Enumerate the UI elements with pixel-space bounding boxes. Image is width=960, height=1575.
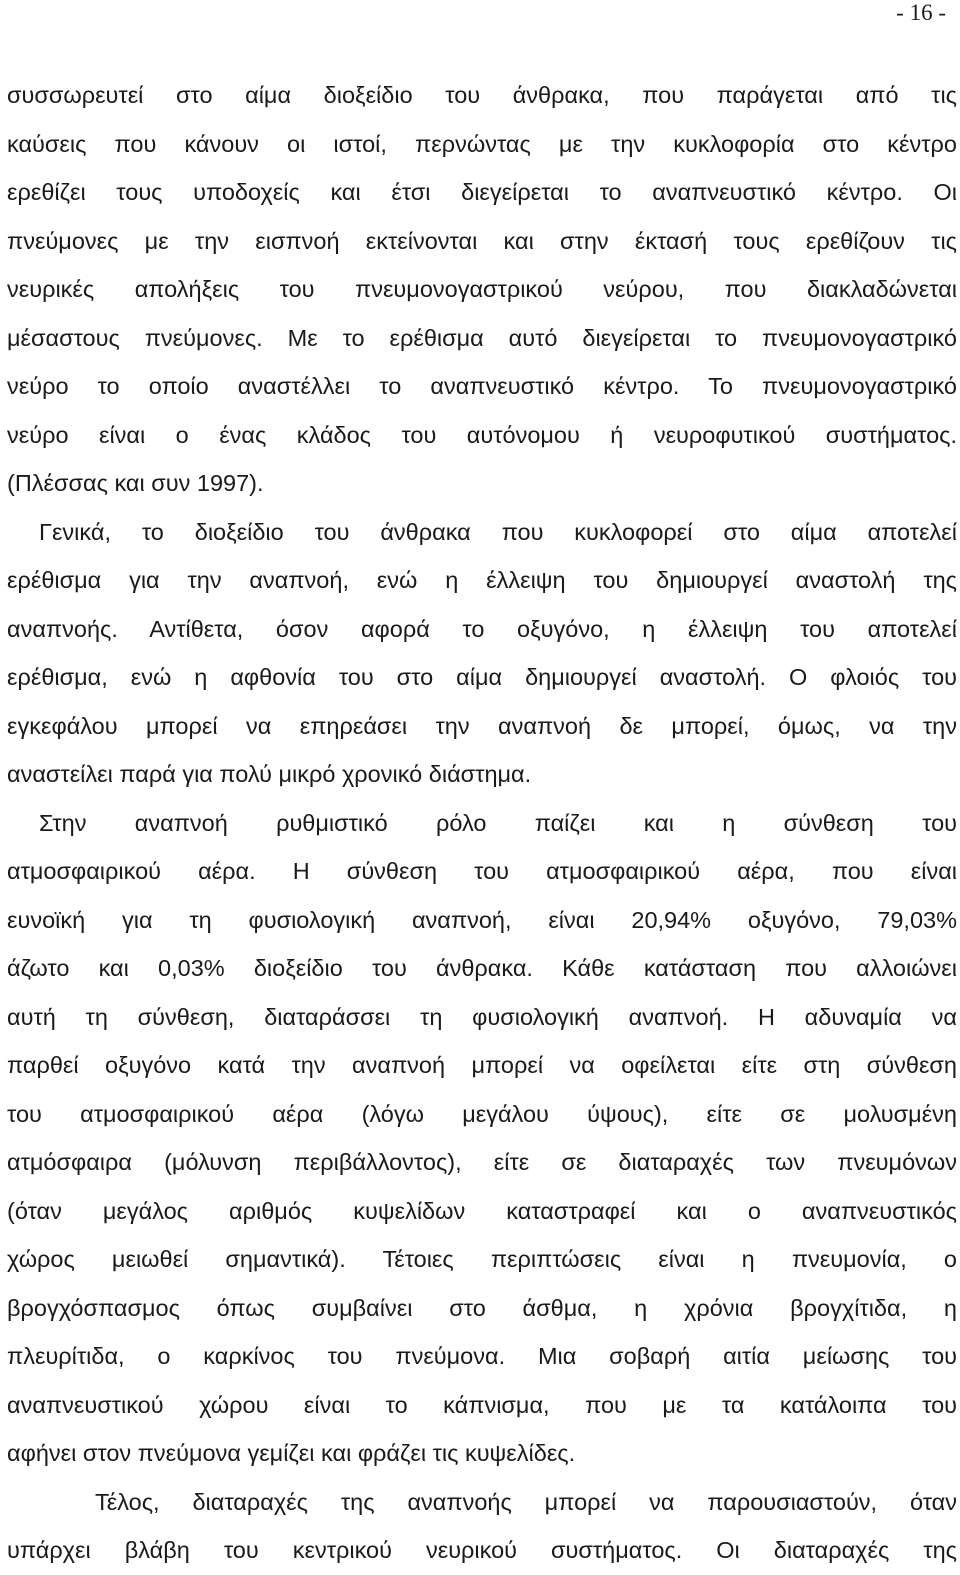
text-line: Στην αναπνοή ρυθμιστικό ρόλο παίζει και η σύνθεση του xyxy=(39,809,957,836)
text-line: βρογχόσπασμος όπως συμβαίνει στο άσθμα, η χρόνια βρογχίτιδα, η xyxy=(7,1294,957,1321)
text-line: αφήνει στον πνεύμονα γεμίζει και φράζει τις κυψελίδες. xyxy=(7,1440,576,1466)
text-line: Τέλος, διαταραχές της αναπνοής μπορεί να παρουσιαστούν, όταν xyxy=(95,1488,957,1515)
text-line: νευρικές απολήξεις του πνευμονογαστρικού νεύρου, που διακλαδώνεται xyxy=(7,276,957,302)
text-line: νεύρο το οποίο αναστέλλει το αναπνευστικό κέντρο. Το πνευμονογαστρικό xyxy=(7,373,957,399)
text-line: άζωτο και 0,03% διοξείδιο του άνθρακα. Κάθε κατάσταση που αλλοιώνει xyxy=(7,955,957,981)
text-line: νεύρο είναι ο ένας κλάδος του αυτόνομου ή νευροφυτικού συστήματος. xyxy=(7,421,957,448)
text-line: Γενικά, το διοξείδιο του άνθρακα που κυκλοφορεί στο αίμα αποτελεί xyxy=(39,518,957,545)
text-line: παρθεί οξυγόνο κατά την αναπνοή μπορεί να οφείλεται είτε στη σύνθεση xyxy=(7,1052,957,1078)
text-line: ατμοσφαιρικού αέρα. Η σύνθεση του ατμοσφαιρικού αέρα, που είναι xyxy=(7,858,957,884)
page-number: - 16 - xyxy=(896,0,946,25)
text-line: καύσεις που κάνουν οι ιστοί, περνώντας με την κυκλοφορία στο κέντρο xyxy=(7,130,957,157)
body-text xyxy=(7,71,957,1575)
text-line: (Πλέσσας και συν 1997). xyxy=(7,470,264,496)
text-line: (όταν μεγάλος αριθμός κυψελίδων καταστραφεί και ο αναπνευστικός xyxy=(7,1197,957,1224)
text-line: ατμόσφαιρα (μόλυνση περιβάλλοντος), είτε σε διαταραχές των πνευμόνων xyxy=(7,1149,957,1175)
text-line: εγκεφάλου μπορεί να επηρεάσει την αναπνοή δε μπορεί, όμως, να την xyxy=(7,712,957,739)
text-line: μέσαστους πνεύμονες. Με το ερέθισμα αυτό διεγείρεται το πνευμονογαστρικό xyxy=(7,324,957,351)
text-line: αναστείλει παρά για πολύ μικρό χρονικό διάστημα. xyxy=(7,761,532,787)
text-line: ερέθισμα για την αναπνοή, ενώ η έλλειψη του δημιουργεί αναστολή της xyxy=(7,567,957,593)
text-line: αναπνοής. Αντίθετα, όσον αφορά το οξυγόνο, η έλλειψη του αποτελεί xyxy=(7,615,957,642)
text-line: αναπνευστικού χώρου είναι το κάπνισμα, που με τα κατάλοιπα του xyxy=(7,1391,957,1418)
text-line: πνεύμονες με την εισπνοή εκτείνονται και στην έκτασή τους ερεθίζουν τις xyxy=(7,227,957,254)
text-line: ευνοϊκή για τη φυσιολογική αναπνοή, είναι 20,94% οξυγόνο, 79,03% xyxy=(7,906,957,933)
text-line: αυτή τη σύνθεση, διαταράσσει τη φυσιολογική αναπνοή. Η αδυναμία να xyxy=(7,1003,957,1030)
text-line: πλευρίτιδα, ο καρκίνος του πνεύμονα. Μια σοβαρή αιτία μείωσης του xyxy=(7,1343,957,1369)
text-line: συσσωρευτεί στο αίμα διοξείδιο του άνθρακα, που παράγεται από τις xyxy=(7,82,957,108)
text-line: ερεθίζει τους υποδοχείς και έτσι διεγείρεται το αναπνευστικό κέντρο. Οι xyxy=(7,179,957,205)
text-line: υπάρχει βλάβη του κεντρικού νευρικού συστήματος. Οι διαταραχές της xyxy=(7,1537,957,1563)
text-line: χώρος μειωθεί σημαντικά). Τέτοιες περιπτώσεις είναι η πνευμονία, ο xyxy=(7,1246,957,1272)
text-line: του ατμοσφαιρικού αέρα (λόγω μεγάλου ύψους), είτε σε μολυσμένη xyxy=(7,1100,957,1127)
text-line: ερέθισμα, ενώ η αφθονία του στο αίμα δημιουργεί αναστολή. Ο φλοιός του xyxy=(7,664,957,690)
